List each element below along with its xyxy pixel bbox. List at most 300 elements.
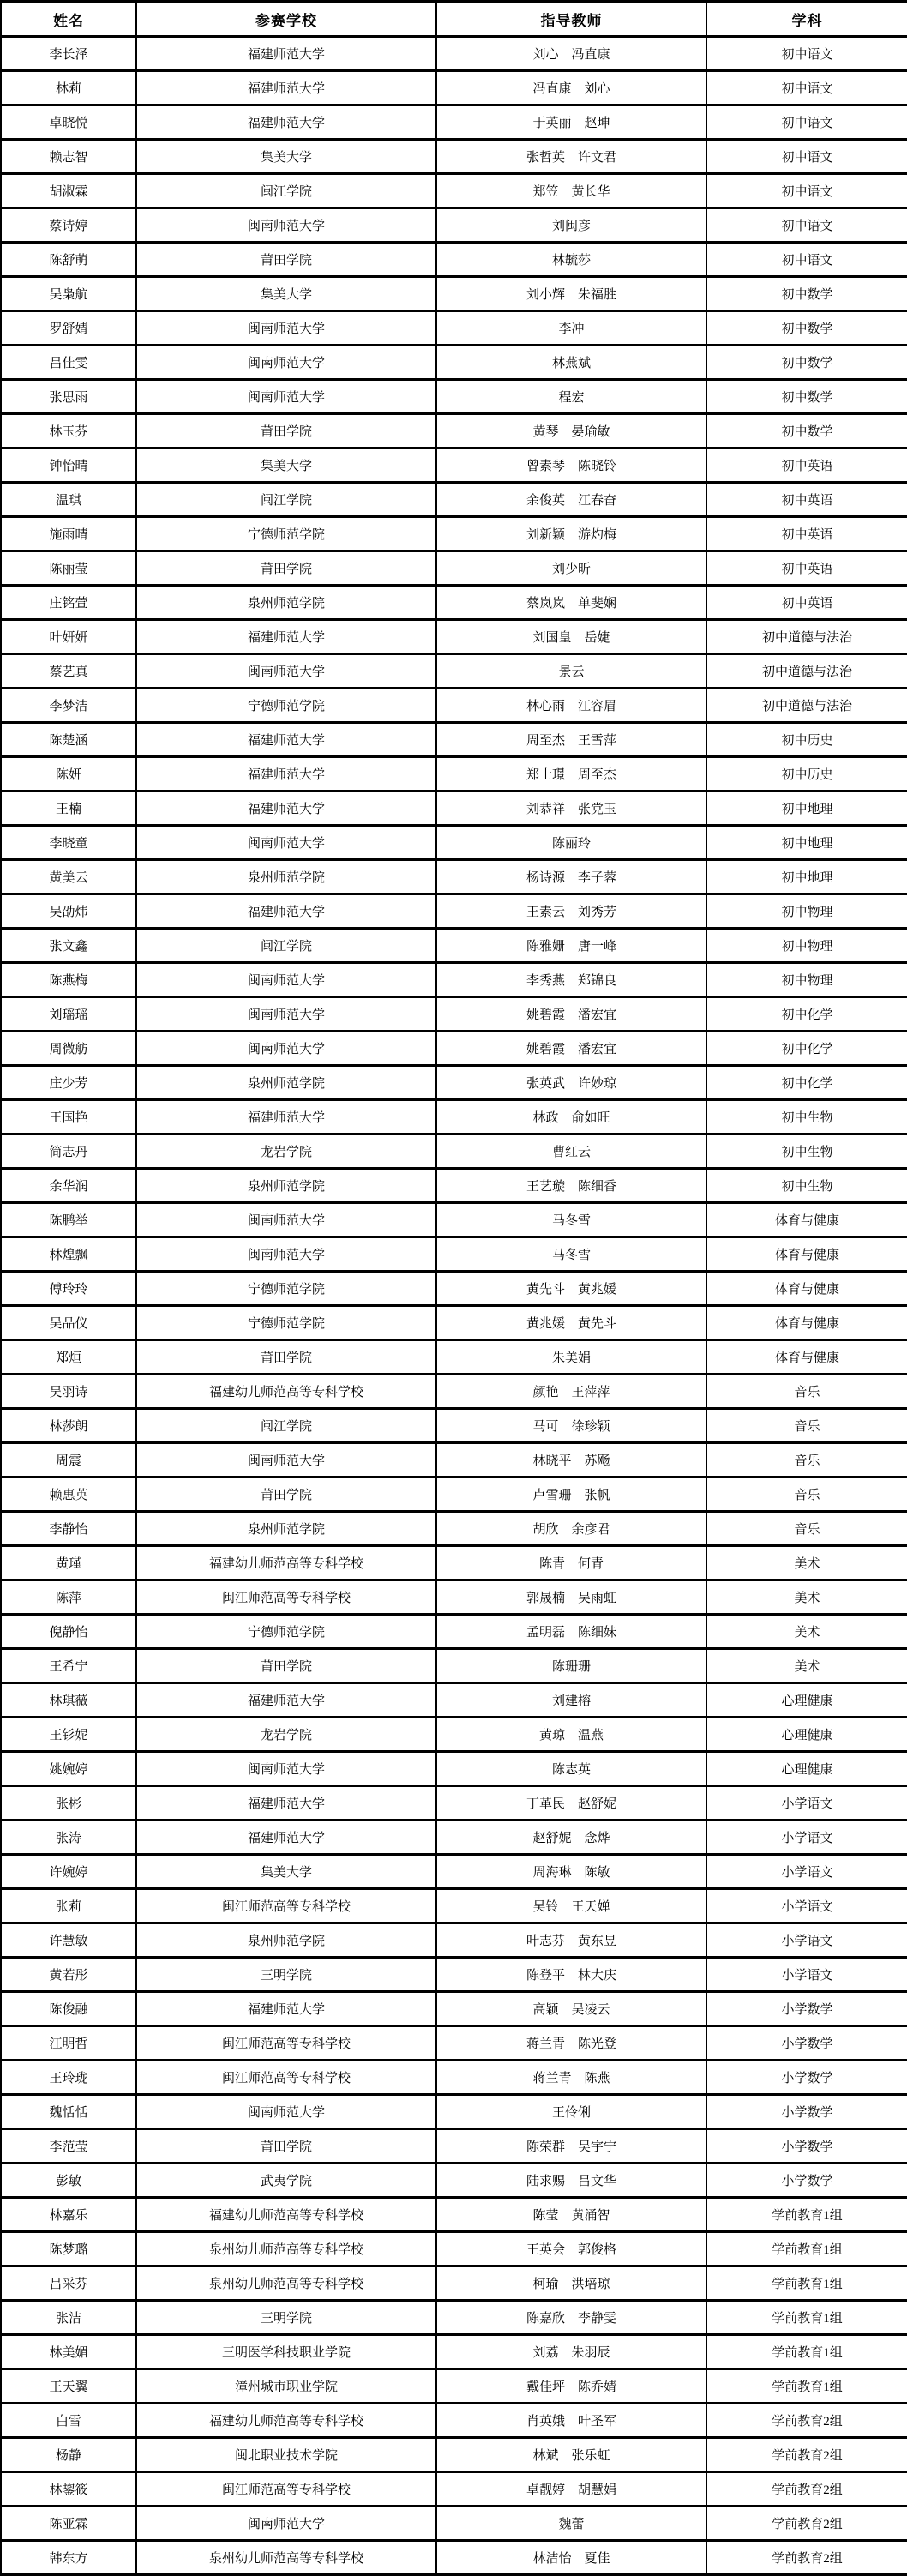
table-row: [1, 1032, 907, 1066]
subject-cell: 音乐: [706, 1443, 907, 1478]
teachers-cell: 王英会 郭俊格: [436, 2232, 706, 2266]
school-cell: 三明学院: [136, 1958, 436, 1992]
table-row: [1, 1203, 907, 1237]
student-name-cell: 吴枭航: [1, 277, 136, 311]
school-cell: 莆田学院: [136, 1478, 436, 1512]
subject-cell: 初中地理: [706, 860, 907, 894]
teachers-cell: 刘荔 朱羽辰: [436, 2335, 706, 2369]
teachers-cell: 吴铃 王天婵: [436, 1889, 706, 1923]
student-name-cell: 林美媚: [1, 2335, 136, 2369]
table-row: [1, 620, 907, 654]
teachers-cell: 郭晟楠 吴雨虹: [436, 1580, 706, 1615]
subject-cell: 学前教育2组: [706, 2472, 907, 2507]
student-name-cell: 赖志智: [1, 140, 136, 174]
subject-cell: 学前教育1组: [706, 2335, 907, 2369]
school-cell: 闽南师范大学: [136, 2095, 436, 2129]
student-name-cell: 林玉芬: [1, 414, 136, 448]
school-cell: 集美大学: [136, 448, 436, 483]
subject-cell: 小学语文: [706, 1889, 907, 1923]
table-row: [1, 1580, 907, 1615]
student-name-cell: 蔡诗婷: [1, 208, 136, 243]
school-cell: 福建师范大学: [136, 1786, 436, 1821]
column-header-teachers: 指导教师: [436, 2, 706, 37]
teachers-cell: 林斌 张乐虹: [436, 2438, 706, 2472]
school-cell: 宁德师范学院: [136, 1272, 436, 1306]
subject-cell: 小学语文: [706, 1786, 907, 1821]
teachers-cell: 肖英娥 叶圣军: [436, 2404, 706, 2438]
school-cell: 莆田学院: [136, 2129, 436, 2164]
student-name-cell: 魏恬恬: [1, 2095, 136, 2129]
student-name-cell: 黄瑾: [1, 1546, 136, 1580]
school-cell: 闽南师范大学: [136, 997, 436, 1032]
school-cell: 福建幼儿师范高等专科学校: [136, 2198, 436, 2232]
table-row: [1, 1546, 907, 1580]
school-cell: 闽南师范大学: [136, 1032, 436, 1066]
teachers-cell: 陈志英: [436, 1752, 706, 1786]
teachers-cell: 林政 俞如旺: [436, 1100, 706, 1135]
teachers-cell: 李冲: [436, 311, 706, 346]
school-cell: 宁德师范学院: [136, 689, 436, 723]
header-row: [1, 2, 907, 37]
table-row: [1, 448, 907, 483]
school-cell: 福建师范大学: [136, 1683, 436, 1718]
school-cell: 闽南师范大学: [136, 963, 436, 997]
subject-cell: 初中英语: [706, 483, 907, 517]
student-name-cell: 罗舒婧: [1, 311, 136, 346]
school-cell: 闽江师范高等专科学校: [136, 2472, 436, 2507]
table-row: [1, 1237, 907, 1272]
table-row: [1, 2369, 907, 2404]
student-name-cell: 彭敏: [1, 2164, 136, 2198]
school-cell: 泉州师范学院: [136, 586, 436, 620]
student-name-cell: 陈舒萌: [1, 243, 136, 277]
table-row: [1, 1512, 907, 1546]
teachers-cell: 曾素琴 陈晓铃: [436, 448, 706, 483]
teachers-cell: 杨诗源 李子蓉: [436, 860, 706, 894]
student-name-cell: 李静怡: [1, 1512, 136, 1546]
table-row: [1, 2438, 907, 2472]
teachers-cell: 朱美娟: [436, 1340, 706, 1375]
teachers-cell: 刘小辉 朱福胜: [436, 277, 706, 311]
school-cell: 福建师范大学: [136, 620, 436, 654]
student-name-cell: 张文鑫: [1, 929, 136, 963]
subject-cell: 初中语文: [706, 37, 907, 71]
table-row: [1, 1683, 907, 1718]
student-name-cell: 李长泽: [1, 37, 136, 71]
subject-cell: 初中生物: [706, 1169, 907, 1203]
school-cell: 闽南师范大学: [136, 1203, 436, 1237]
table-row: [1, 346, 907, 380]
school-cell: 闽江师范高等专科学校: [136, 1889, 436, 1923]
school-cell: 福建师范大学: [136, 37, 436, 71]
subject-cell: 初中英语: [706, 551, 907, 586]
student-name-cell: 王楠: [1, 791, 136, 826]
subject-cell: 初中道德与法治: [706, 654, 907, 689]
school-cell: 闽北职业技术学院: [136, 2438, 436, 2472]
table-row: [1, 894, 907, 929]
school-cell: 闽南师范大学: [136, 311, 436, 346]
subject-cell: 初中语文: [706, 243, 907, 277]
table-row: [1, 2026, 907, 2061]
subject-cell: 初中英语: [706, 586, 907, 620]
subject-cell: 美术: [706, 1546, 907, 1580]
table-row: [1, 1443, 907, 1478]
teachers-cell: 王素云 刘秀芳: [436, 894, 706, 929]
subject-cell: 学前教育1组: [706, 2266, 907, 2301]
table-row: [1, 1615, 907, 1649]
subject-cell: 初中数学: [706, 277, 907, 311]
student-name-cell: 李范莹: [1, 2129, 136, 2164]
table-row: [1, 277, 907, 311]
school-cell: 福建师范大学: [136, 757, 436, 791]
table-row: [1, 483, 907, 517]
table-row: [1, 140, 907, 174]
student-name-cell: 吕采芬: [1, 2266, 136, 2301]
student-name-cell: 韩东方: [1, 2541, 136, 2575]
school-cell: 莆田学院: [136, 551, 436, 586]
subject-cell: 学前教育1组: [706, 2301, 907, 2335]
school-cell: 漳州城市职业学院: [136, 2369, 436, 2404]
teachers-cell: 丁革民 赵舒妮: [436, 1786, 706, 1821]
subject-cell: 学前教育2组: [706, 2507, 907, 2541]
subject-cell: 小学数学: [706, 2026, 907, 2061]
table-row: [1, 551, 907, 586]
table-row: [1, 2507, 907, 2541]
subject-cell: 小学语文: [706, 1855, 907, 1889]
school-cell: 泉州师范学院: [136, 860, 436, 894]
student-name-cell: 周震: [1, 1443, 136, 1478]
subject-cell: 初中英语: [706, 517, 907, 551]
teachers-cell: 黄兆媛 黄先斗: [436, 1306, 706, 1340]
teachers-cell: 孟明磊 陈细妹: [436, 1615, 706, 1649]
student-name-cell: 林莉: [1, 71, 136, 105]
table-row: [1, 517, 907, 551]
student-name-cell: 吴劭炜: [1, 894, 136, 929]
subject-cell: 初中语文: [706, 71, 907, 105]
subject-cell: 小学语文: [706, 1958, 907, 1992]
subject-cell: 初中化学: [706, 1032, 907, 1066]
table-header: [1, 2, 907, 37]
student-name-cell: 李晓童: [1, 826, 136, 860]
subject-cell: 小学数学: [706, 2095, 907, 2129]
student-name-cell: 叶妍妍: [1, 620, 136, 654]
teachers-cell: 张英武 许妙琼: [436, 1066, 706, 1100]
subject-cell: 音乐: [706, 1478, 907, 1512]
student-name-cell: 赖惠英: [1, 1478, 136, 1512]
student-name-cell: 黄美云: [1, 860, 136, 894]
table-row: [1, 1718, 907, 1752]
table-row: [1, 1889, 907, 1923]
teachers-cell: 刘闽彦: [436, 208, 706, 243]
school-cell: 泉州幼儿师范高等专科学校: [136, 2541, 436, 2575]
student-name-cell: 姚婉婷: [1, 1752, 136, 1786]
teachers-cell: 柯瑜 洪培琼: [436, 2266, 706, 2301]
teachers-cell: 姚碧霞 潘宏宜: [436, 1032, 706, 1066]
teachers-cell: 郑笠 黄长华: [436, 174, 706, 208]
teachers-cell: 戴佳坪 陈乔婧: [436, 2369, 706, 2404]
school-cell: 泉州师范学院: [136, 1923, 436, 1958]
teachers-cell: 王艺璇 陈细香: [436, 1169, 706, 1203]
table-row: [1, 2095, 907, 2129]
teachers-cell: 景云: [436, 654, 706, 689]
school-cell: 泉州幼儿师范高等专科学校: [136, 2266, 436, 2301]
teachers-cell: 高颖 吴凌云: [436, 1992, 706, 2026]
student-name-cell: 许婉婷: [1, 1855, 136, 1889]
teachers-cell: 林毓莎: [436, 243, 706, 277]
table-row: [1, 1923, 907, 1958]
student-name-cell: 张彬: [1, 1786, 136, 1821]
table-row: [1, 1100, 907, 1135]
teachers-cell: 陈荣群 吴宇宁: [436, 2129, 706, 2164]
subject-cell: 音乐: [706, 1409, 907, 1443]
table-row: [1, 1649, 907, 1683]
school-cell: 闽南师范大学: [136, 346, 436, 380]
subject-cell: 初中化学: [706, 997, 907, 1032]
teachers-cell: 郑士璟 周至杰: [436, 757, 706, 791]
student-name-cell: 陈俊融: [1, 1992, 136, 2026]
subject-cell: 学前教育2组: [706, 2404, 907, 2438]
teachers-cell: 陈嘉欣 李静雯: [436, 2301, 706, 2335]
teachers-cell: 陈雅姗 唐一峰: [436, 929, 706, 963]
subject-cell: 初中道德与法治: [706, 620, 907, 654]
teachers-cell: 马冬雪: [436, 1203, 706, 1237]
student-name-cell: 吕佳雯: [1, 346, 136, 380]
table-row: [1, 689, 907, 723]
student-name-cell: 吴品仪: [1, 1306, 136, 1340]
subject-cell: 美术: [706, 1649, 907, 1683]
school-cell: 集美大学: [136, 140, 436, 174]
teachers-cell: 周至杰 王雪萍: [436, 723, 706, 757]
subject-cell: 学前教育1组: [706, 2369, 907, 2404]
student-name-cell: 钟怡晴: [1, 448, 136, 483]
subject-cell: 小学数学: [706, 1992, 907, 2026]
subject-cell: 心理健康: [706, 1752, 907, 1786]
school-cell: 福建师范大学: [136, 1992, 436, 2026]
teachers-cell: 林晓平 苏飏: [436, 1443, 706, 1478]
table-row: [1, 1821, 907, 1855]
teachers-cell: 余俊英 江春奋: [436, 483, 706, 517]
teachers-cell: 卢雪珊 张帆: [436, 1478, 706, 1512]
student-name-cell: 许慧敏: [1, 1923, 136, 1958]
student-name-cell: 陈楚涵: [1, 723, 136, 757]
subject-cell: 体育与健康: [706, 1272, 907, 1306]
table-row: [1, 1066, 907, 1100]
teachers-cell: 陆求赐 吕文华: [436, 2164, 706, 2198]
student-name-cell: 林莎朗: [1, 1409, 136, 1443]
student-name-cell: 蔡艺真: [1, 654, 136, 689]
student-name-cell: 林煌飘: [1, 1237, 136, 1272]
school-cell: 莆田学院: [136, 243, 436, 277]
subject-cell: 小学数学: [706, 2061, 907, 2095]
student-name-cell: 林鋆筱: [1, 2472, 136, 2507]
teachers-cell: 马可 徐珍颖: [436, 1409, 706, 1443]
subject-cell: 心理健康: [706, 1683, 907, 1718]
table-row: [1, 1340, 907, 1375]
subject-cell: 体育与健康: [706, 1340, 907, 1375]
school-cell: 福建师范大学: [136, 1821, 436, 1855]
teachers-cell: 黄琴 晏瑜敏: [436, 414, 706, 448]
student-name-cell: 张涛: [1, 1821, 136, 1855]
student-name-cell: 杨静: [1, 2438, 136, 2472]
subject-cell: 初中语文: [706, 208, 907, 243]
subject-cell: 初中物理: [706, 963, 907, 997]
teachers-cell: 蔡岚岚 单斐娴: [436, 586, 706, 620]
school-cell: 宁德师范学院: [136, 1615, 436, 1649]
student-name-cell: 胡淑霖: [1, 174, 136, 208]
student-name-cell: 余华润: [1, 1169, 136, 1203]
table-row: [1, 963, 907, 997]
table-row: [1, 2404, 907, 2438]
subject-cell: 初中物理: [706, 894, 907, 929]
table-row: [1, 414, 907, 448]
school-cell: 闽南师范大学: [136, 208, 436, 243]
student-name-cell: 陈丽莹: [1, 551, 136, 586]
school-cell: 闽南师范大学: [136, 654, 436, 689]
student-name-cell: 黄若彤: [1, 1958, 136, 1992]
table-row: [1, 826, 907, 860]
subject-cell: 初中物理: [706, 929, 907, 963]
teachers-cell: 刘新颖 游灼梅: [436, 517, 706, 551]
school-cell: 闽江师范高等专科学校: [136, 1580, 436, 1615]
student-name-cell: 庄少芳: [1, 1066, 136, 1100]
subject-cell: 体育与健康: [706, 1237, 907, 1272]
table-row: [1, 929, 907, 963]
subject-cell: 初中化学: [706, 1066, 907, 1100]
school-cell: 福建幼儿师范高等专科学校: [136, 2404, 436, 2438]
table-row: [1, 2129, 907, 2164]
student-name-cell: 庄铭萱: [1, 586, 136, 620]
table-row: [1, 2198, 907, 2232]
subject-cell: 小学语文: [706, 1923, 907, 1958]
student-name-cell: 陈鹏举: [1, 1203, 136, 1237]
table-row: [1, 2472, 907, 2507]
subject-cell: 体育与健康: [706, 1306, 907, 1340]
teachers-cell: 林心雨 江容眉: [436, 689, 706, 723]
teachers-cell: 刘恭祥 张党玉: [436, 791, 706, 826]
student-name-cell: 林琪薇: [1, 1683, 136, 1718]
student-name-cell: 陈燕梅: [1, 963, 136, 997]
student-name-cell: 陈梦璐: [1, 2232, 136, 2266]
table-row: [1, 1409, 907, 1443]
teachers-cell: 蒋兰青 陈光登: [436, 2026, 706, 2061]
table-row: [1, 723, 907, 757]
table-row: [1, 208, 907, 243]
subject-cell: 初中道德与法治: [706, 689, 907, 723]
table-row: [1, 2541, 907, 2575]
school-cell: 闽江师范高等专科学校: [136, 2061, 436, 2095]
school-cell: 莆田学院: [136, 414, 436, 448]
subject-cell: 初中生物: [706, 1135, 907, 1169]
school-cell: 福建师范大学: [136, 105, 436, 140]
subject-cell: 美术: [706, 1580, 907, 1615]
teachers-cell: 陈丽玲: [436, 826, 706, 860]
subject-cell: 初中英语: [706, 448, 907, 483]
student-name-cell: 卓晓悦: [1, 105, 136, 140]
student-name-cell: 傅玲玲: [1, 1272, 136, 1306]
table-row: [1, 243, 907, 277]
student-name-cell: 陈亚霖: [1, 2507, 136, 2541]
student-name-cell: 陈萍: [1, 1580, 136, 1615]
student-name-cell: 王玲珑: [1, 2061, 136, 2095]
subject-cell: 学前教育1组: [706, 2232, 907, 2266]
school-cell: 闽南师范大学: [136, 826, 436, 860]
subject-cell: 初中语文: [706, 174, 907, 208]
table-row: [1, 2266, 907, 2301]
teachers-cell: 赵舒妮 念烨: [436, 1821, 706, 1855]
subject-cell: 美术: [706, 1615, 907, 1649]
student-name-cell: 王天翼: [1, 2369, 136, 2404]
subject-cell: 体育与健康: [706, 1203, 907, 1237]
teachers-cell: 林洁怡 夏佳: [436, 2541, 706, 2575]
student-name-cell: 张洁: [1, 2301, 136, 2335]
school-cell: 龙岩学院: [136, 1135, 436, 1169]
table-row: [1, 1478, 907, 1512]
table-row: [1, 311, 907, 346]
student-name-cell: 温琪: [1, 483, 136, 517]
school-cell: 集美大学: [136, 277, 436, 311]
table-row: [1, 71, 907, 105]
teachers-cell: 冯直康 刘心: [436, 71, 706, 105]
teachers-cell: 姚碧霞 潘宏宜: [436, 997, 706, 1032]
column-header-school: 参赛学校: [136, 2, 436, 37]
student-name-cell: 王钐妮: [1, 1718, 136, 1752]
school-cell: 泉州幼儿师范高等专科学校: [136, 2232, 436, 2266]
school-cell: 集美大学: [136, 1855, 436, 1889]
school-cell: 宁德师范学院: [136, 517, 436, 551]
school-cell: 福建幼儿师范高等专科学校: [136, 1375, 436, 1409]
teachers-cell: 林燕斌: [436, 346, 706, 380]
subject-cell: 学前教育2组: [706, 2541, 907, 2575]
teachers-cell: 颜艳 王萍萍: [436, 1375, 706, 1409]
subject-cell: 音乐: [706, 1512, 907, 1546]
school-cell: 闽江学院: [136, 1409, 436, 1443]
subject-cell: 初中历史: [706, 723, 907, 757]
table-row: [1, 586, 907, 620]
school-cell: 福建师范大学: [136, 1100, 436, 1135]
school-cell: 三明学院: [136, 2301, 436, 2335]
teachers-cell: 陈莹 黄涌智: [436, 2198, 706, 2232]
table-row: [1, 105, 907, 140]
table-row: [1, 654, 907, 689]
teachers-cell: 刘国皇 岳婕: [436, 620, 706, 654]
subject-cell: 初中语文: [706, 105, 907, 140]
school-cell: 宁德师范学院: [136, 1306, 436, 1340]
table-row: [1, 380, 907, 414]
table-row: [1, 174, 907, 208]
table-body: [1, 37, 907, 2575]
school-cell: 福建师范大学: [136, 723, 436, 757]
teachers-cell: 周海琳 陈敏: [436, 1855, 706, 1889]
school-cell: 闽江学院: [136, 929, 436, 963]
subject-cell: 初中数学: [706, 346, 907, 380]
teachers-cell: 马冬雪: [436, 1237, 706, 1272]
subject-cell: 小学数学: [706, 2164, 907, 2198]
student-name-cell: 江明哲: [1, 2026, 136, 2061]
subject-cell: 初中数学: [706, 414, 907, 448]
school-cell: 闽南师范大学: [136, 380, 436, 414]
school-cell: 泉州师范学院: [136, 1512, 436, 1546]
subject-cell: 初中数学: [706, 380, 907, 414]
column-header-subject: 学科: [706, 2, 907, 37]
student-name-cell: 张思雨: [1, 380, 136, 414]
table-row: [1, 1306, 907, 1340]
subject-cell: 初中数学: [706, 311, 907, 346]
student-name-cell: 张莉: [1, 1889, 136, 1923]
school-cell: 泉州师范学院: [136, 1169, 436, 1203]
teachers-cell: 曹红云: [436, 1135, 706, 1169]
table-row: [1, 997, 907, 1032]
school-cell: 武夷学院: [136, 2164, 436, 2198]
